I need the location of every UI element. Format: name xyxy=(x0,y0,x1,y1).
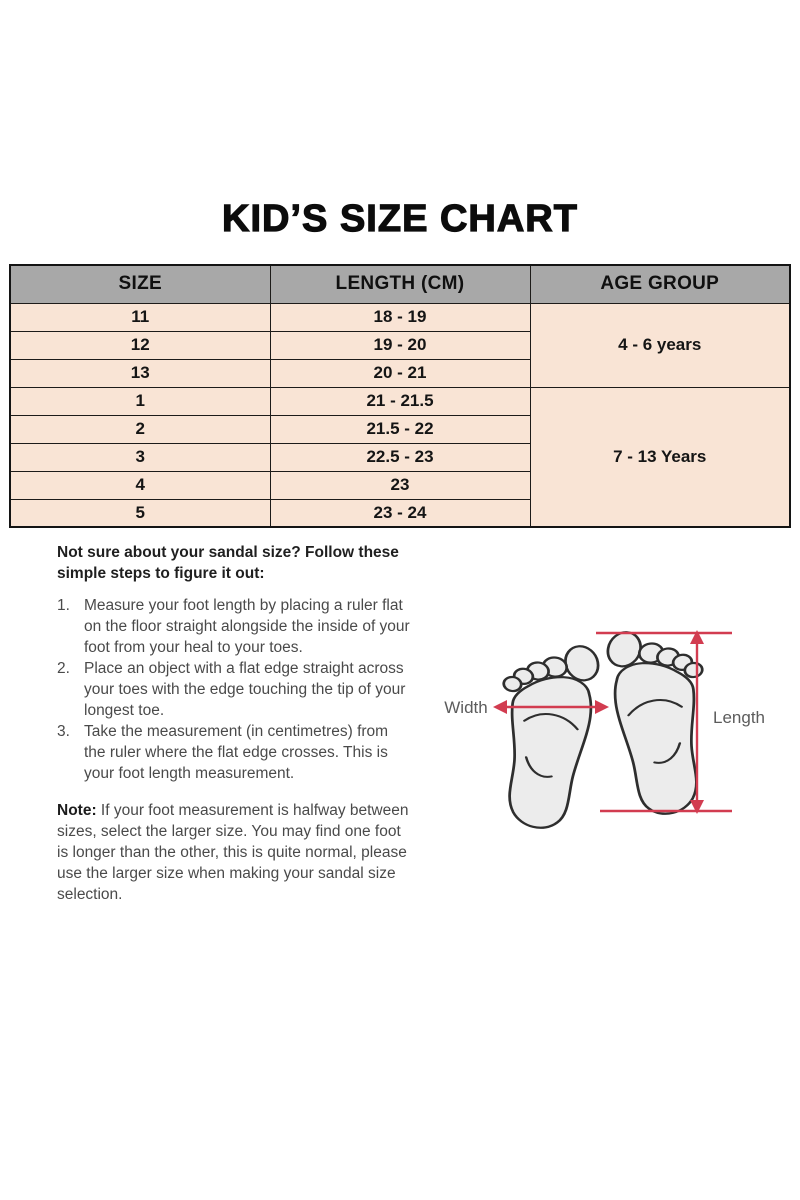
step-number: 2. xyxy=(57,660,70,677)
instructions-heading: Not sure about your sandal size? Follow these simple steps to figure it out: xyxy=(57,544,399,582)
table-body xyxy=(10,303,790,527)
left-foot-illustration xyxy=(487,635,605,833)
size-cell: 13 xyxy=(10,359,270,387)
list-item xyxy=(57,658,413,721)
note-paragraph xyxy=(57,800,413,905)
length-cell: 18 - 19 xyxy=(270,303,530,331)
age-group-cell: 7 - 13 Years xyxy=(530,387,790,527)
size-chart-table xyxy=(9,264,791,528)
age-group-cell: 4 - 6 years xyxy=(530,303,790,387)
note-text: If your foot measurement is halfway between sizes, select the larger size. You may find one foot is longer than the other, this is quite normal, please use the larger size when making your sandal size selection. xyxy=(57,802,409,903)
foot-measurement-diagram xyxy=(430,600,795,845)
header-row xyxy=(10,265,790,303)
step-number: 3. xyxy=(57,723,70,740)
length-cell: 20 - 21 xyxy=(270,359,530,387)
page-title: KID’S SIZE CHART xyxy=(222,198,578,240)
instructions-list xyxy=(57,595,413,784)
table-row xyxy=(10,387,790,415)
length-cell: 21.5 - 22 xyxy=(270,415,530,443)
length-label: Length xyxy=(713,708,765,727)
length-cell: 22.5 - 23 xyxy=(270,443,530,471)
note-label: Note: xyxy=(57,802,97,819)
step-text: Measure your foot length by placing a ruler flat on the floor straight alongside the inside of your foot from your heal to your toes. xyxy=(84,597,410,656)
list-item xyxy=(57,595,413,658)
size-cell: 1 xyxy=(10,387,270,415)
length-cell: 23 xyxy=(270,471,530,499)
instructions-section xyxy=(57,542,413,905)
length-cell: 19 - 20 xyxy=(270,331,530,359)
size-cell: 11 xyxy=(10,303,270,331)
size-cell: 3 xyxy=(10,443,270,471)
size-cell: 5 xyxy=(10,499,270,527)
step-text: Place an object with a flat edge straight across your toes with the edge touching the tip of your longest toe. xyxy=(84,660,406,719)
list-item xyxy=(57,721,413,784)
table-header xyxy=(10,265,790,303)
column-header-size: SIZE xyxy=(10,265,270,303)
step-number: 1. xyxy=(57,597,70,614)
width-label: Width xyxy=(444,698,488,717)
size-cell: 4 xyxy=(10,471,270,499)
right-foot-illustration xyxy=(601,621,719,819)
step-text: Take the measurement (in centimetres) from the ruler where the flat edge crosses. This is your foot length measurement. xyxy=(84,723,389,782)
length-cell: 23 - 24 xyxy=(270,499,530,527)
column-header-age-group: AGE GROUP xyxy=(530,265,790,303)
length-cell: 21 - 21.5 xyxy=(270,387,530,415)
size-cell: 2 xyxy=(10,415,270,443)
column-header-length: LENGTH (CM) xyxy=(270,265,530,303)
table-row xyxy=(10,303,790,331)
size-cell: 12 xyxy=(10,331,270,359)
